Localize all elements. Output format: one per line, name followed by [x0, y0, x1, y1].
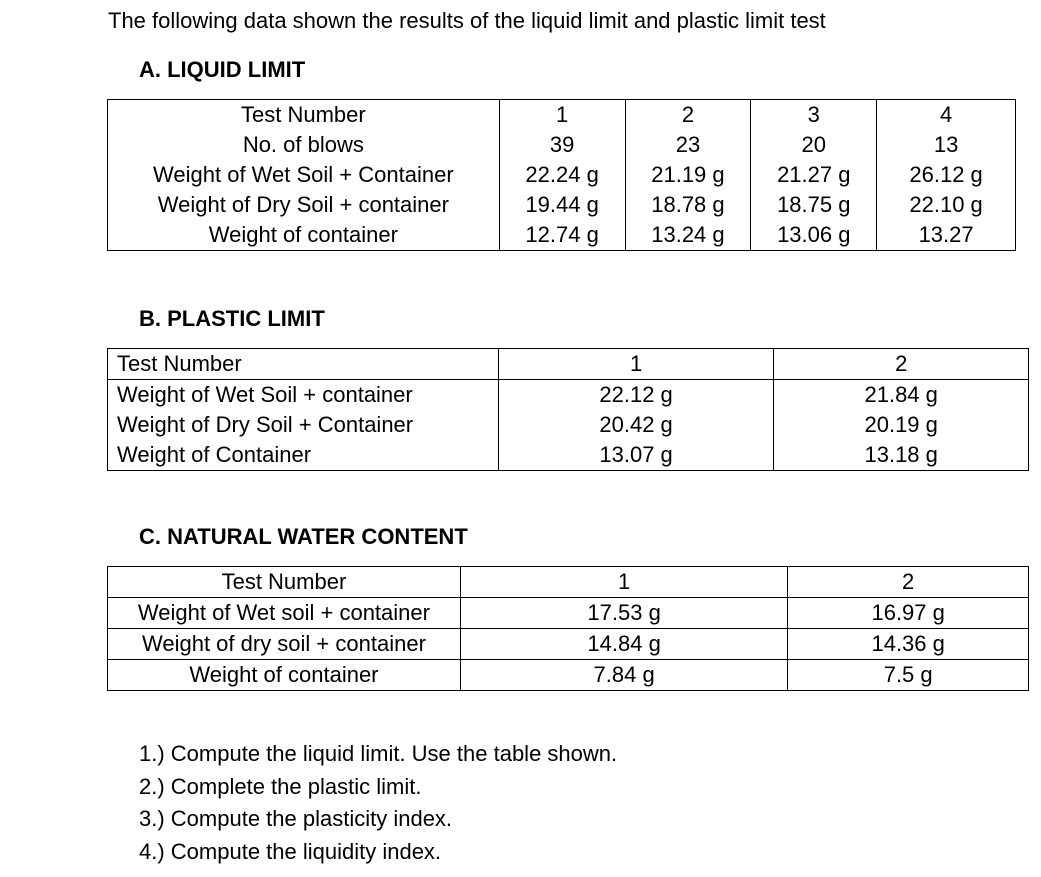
table-cell: 23: [625, 130, 751, 160]
table-cell: 13.24 g: [625, 220, 751, 251]
table-cell: 2: [625, 100, 751, 131]
table-row: [108, 660, 1029, 691]
row-label: Weight of dry soil + container: [108, 629, 461, 660]
table-cell: 39: [499, 130, 625, 160]
table-cell: 20.19 g: [774, 410, 1029, 440]
table-row: [108, 220, 1016, 251]
table-row: [108, 190, 1016, 220]
table-cell: 14.84 g: [460, 629, 787, 660]
table-cell: 1: [499, 100, 625, 131]
table-row: [108, 349, 1029, 380]
table-cell: 2: [788, 567, 1029, 598]
table-cell: 14.36 g: [788, 629, 1029, 660]
table-row: [108, 598, 1029, 629]
table-cell: 26.12 g: [877, 160, 1016, 190]
row-label: No. of blows: [108, 130, 500, 160]
table-cell: 16.97 g: [788, 598, 1029, 629]
liquid-limit-heading: A. LIQUID LIMIT: [139, 57, 306, 82]
question-item: 1.) Compute the liquid limit. Use the table shown.: [139, 741, 618, 766]
row-label: Weight of Wet Soil + container: [108, 380, 499, 411]
row-label: Test Number: [108, 567, 461, 598]
table-cell: 19.44 g: [499, 190, 625, 220]
question-item: 3.) Compute the plasticity index.: [139, 806, 453, 831]
row-label: Weight of Wet Soil + Container: [108, 160, 500, 190]
row-label: Weight of Container: [108, 440, 499, 471]
natural-water-content-heading: C. NATURAL WATER CONTENT: [139, 524, 468, 549]
table-cell: 3: [751, 100, 877, 131]
table-cell: 21.19 g: [625, 160, 751, 190]
row-label: Weight of Wet soil + container: [108, 598, 461, 629]
row-label: Test Number: [108, 100, 500, 131]
table-row: [108, 629, 1029, 660]
questions-list: [139, 738, 617, 868]
plastic-limit-heading: B. PLASTIC LIMIT: [139, 306, 325, 331]
intro-text: The following data shown the results of the liquid limit and plastic limit test: [108, 8, 826, 33]
row-label: Test Number: [108, 349, 499, 380]
row-label: Weight of Dry Soil + container: [108, 190, 500, 220]
table-row: [108, 410, 1029, 440]
table-cell: 13.06 g: [751, 220, 877, 251]
row-label: Weight of Dry Soil + Container: [108, 410, 499, 440]
table-cell: 20.42 g: [498, 410, 774, 440]
table-row: [108, 440, 1029, 471]
table-cell: 7.5 g: [788, 660, 1029, 691]
table-cell: 7.84 g: [460, 660, 787, 691]
plastic-limit-table: [107, 348, 1029, 471]
liquid-limit-table: [107, 99, 1016, 251]
table-row: [108, 380, 1029, 411]
question-item: 2.) Complete the plastic limit.: [139, 773, 422, 799]
table-cell: 22.12 g: [498, 380, 774, 411]
table-cell: 1: [498, 349, 774, 380]
table-cell: 21.27 g: [751, 160, 877, 190]
table-row: [108, 130, 1016, 160]
table-cell: 4: [877, 100, 1016, 131]
row-label: Weight of container: [108, 220, 500, 251]
table-cell: 18.78 g: [625, 190, 751, 220]
row-label: Weight of container: [108, 660, 461, 691]
table-cell: 18.75 g: [751, 190, 877, 220]
table-cell: 13.18 g: [774, 440, 1029, 471]
table-cell: 13: [877, 130, 1016, 160]
table-cell: 20: [751, 130, 877, 160]
table-cell: 17.53 g: [460, 598, 787, 629]
table-cell: 13.07 g: [498, 440, 774, 471]
table-cell: 2: [774, 349, 1029, 380]
table-row: [108, 567, 1029, 598]
table-cell: 12.74 g: [499, 220, 625, 251]
table-cell: 1: [460, 567, 787, 598]
table-row: [108, 160, 1016, 190]
table-cell: 22.24 g: [499, 160, 625, 190]
natural-water-content-table: [107, 566, 1029, 691]
table-cell: 21.84 g: [774, 380, 1029, 411]
question-item: 4.) Compute the liquidity index.: [139, 838, 442, 864]
table-cell: 13.27: [877, 220, 1016, 251]
table-row: [108, 100, 1016, 131]
table-cell: 22.10 g: [877, 190, 1016, 220]
